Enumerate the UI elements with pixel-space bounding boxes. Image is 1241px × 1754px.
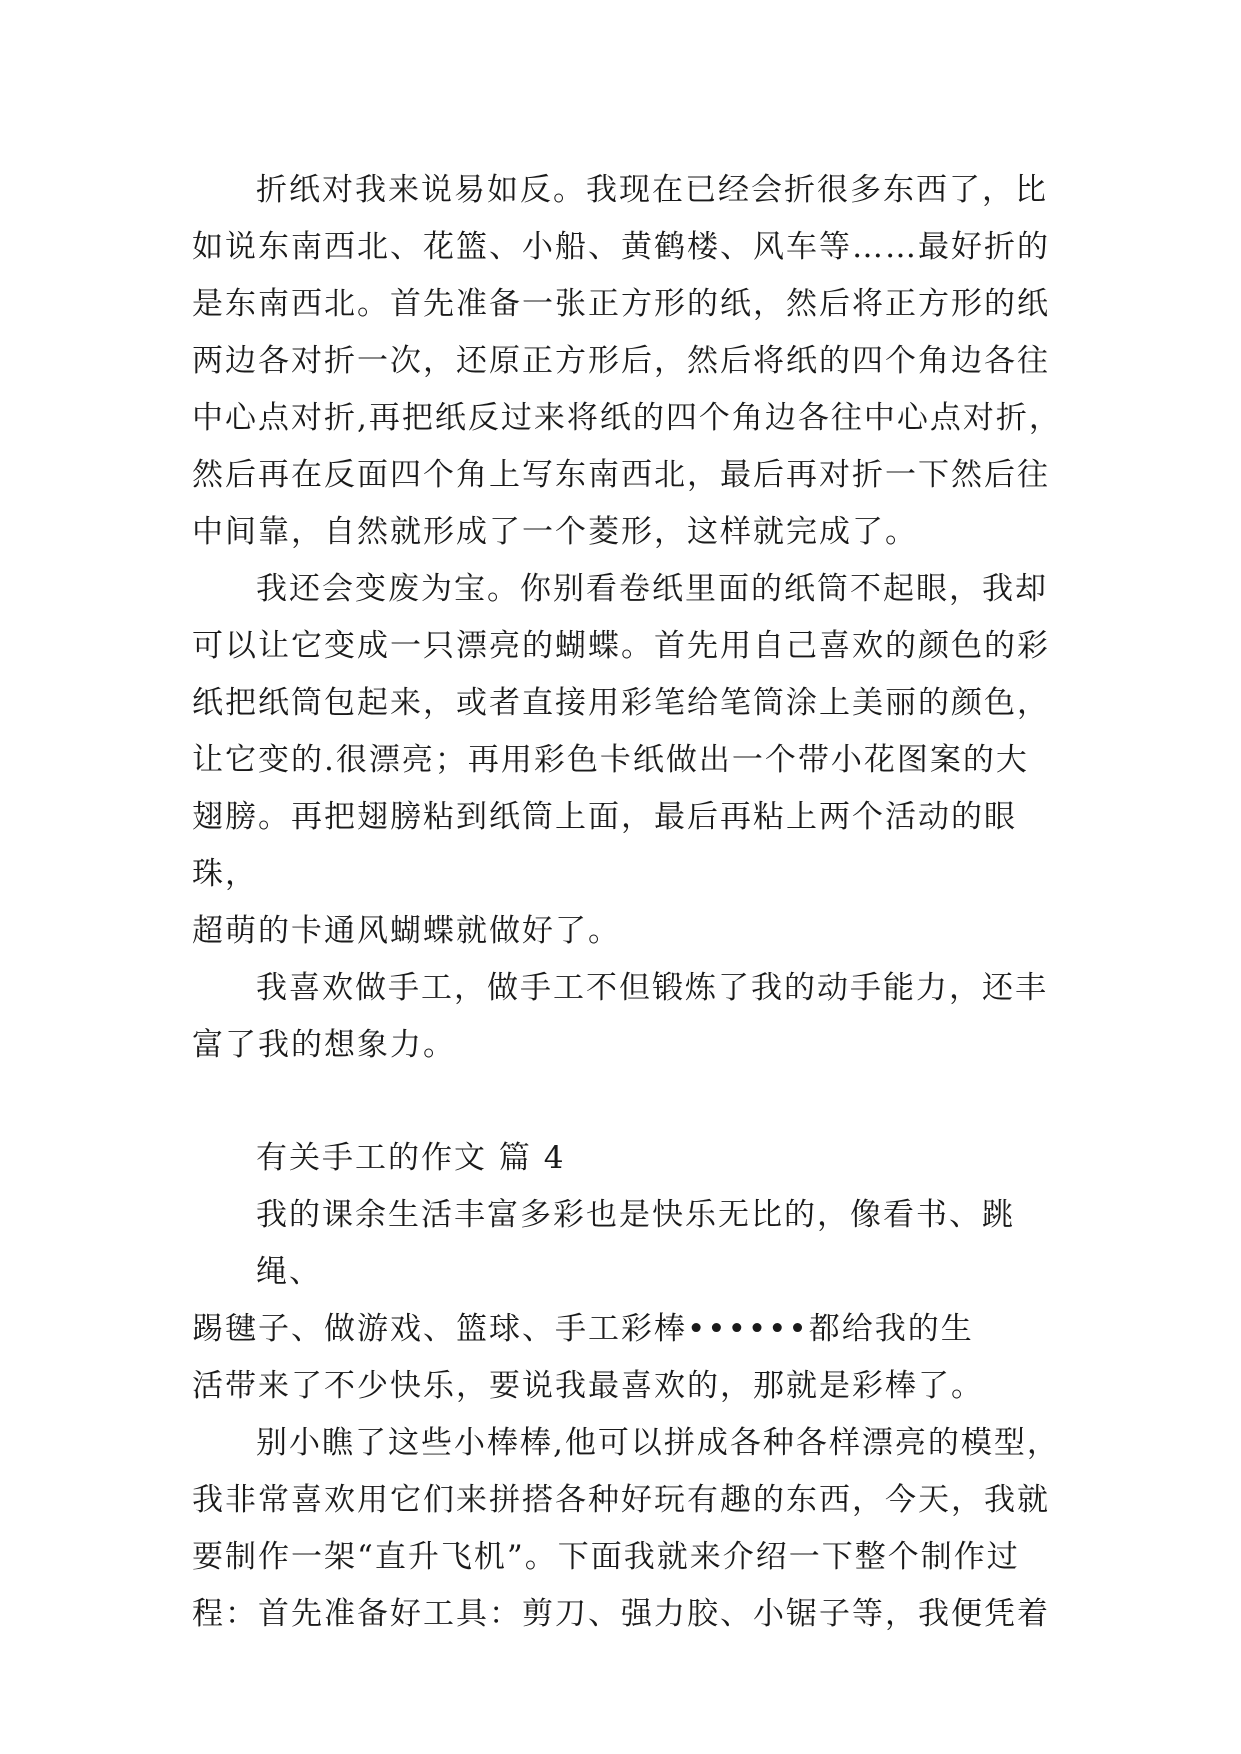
section-gap (192, 1074, 1072, 1130)
paragraph-conclusion (192, 960, 1072, 1074)
paragraph-origami (192, 162, 1072, 561)
text-line: 可以让它变成一只漂亮的蝴蝶。首先用自己喜欢的颜色的彩 (192, 628, 1050, 664)
text-line: 如说东南西北、花篮、小船、黄鹤楼、风车等……最好折的 (192, 229, 1050, 265)
text-line: 纸把纸筒包起来，或者直接用彩笔给笔筒涂上美丽的颜色， (192, 685, 1050, 721)
text-line: 超萌的卡通风蝴蝶就做好了。 (192, 913, 621, 949)
text-line: 我的课余生活丰富多彩也是快乐无比的，像看书、跳绳、 (256, 1197, 1015, 1290)
text-line: 要制作一架“直升飞机”。下面我就来介绍一下整个制作过 (192, 1539, 1020, 1575)
text-line: 活带来了不少快乐，要说我最喜欢的，那就是彩棒了。 (192, 1368, 984, 1404)
text-line: 折纸对我来说易如反。我现在已经会折很多东西了，比 (256, 172, 1048, 208)
text-line: 中间靠，自然就形成了一个菱形，这样就完成了。 (192, 514, 918, 550)
text-line: 中心点对折,再把纸反过来将纸的四个角边各往中心点对折， (192, 400, 1062, 436)
text-line: 富了我的想象力。 (192, 1027, 456, 1063)
text-line: 我喜欢做手工，做手工不但锻炼了我的动手能力，还丰 (256, 970, 1048, 1006)
document-body (192, 162, 1072, 1643)
text-line: 是东南西北。首先准备一张正方形的纸，然后将正方形的纸 (192, 286, 1050, 322)
paragraph-helicopter (192, 1415, 1072, 1643)
section-heading: 有关手工的作文 篇 4 (256, 1140, 566, 1176)
text-line: 别小瞧了这些小棒棒,他可以拼成各种各样漂亮的模型， (256, 1425, 1060, 1461)
text-line: 然后再在反面四个角上写东南西北，最后再对折一下然后往 (192, 457, 1050, 493)
text-line: 我非常喜欢用它们来拼搭各种好玩有趣的东西，今天，我就 (192, 1482, 1050, 1518)
text-line: 让它变的.很漂亮；再用彩色卡纸做出一个带小花图案的大 (192, 742, 1029, 778)
paragraph-butterfly (192, 561, 1072, 960)
paragraph-hobbies (192, 1187, 1072, 1415)
text-line: 踢毽子、做游戏、篮球、手工彩棒••••••都给我的生 (192, 1311, 974, 1347)
text-line: 程：首先准备好工具：剪刀、强力胶、小锯子等，我便凭着 (192, 1596, 1050, 1632)
text-line: 两边各对折一次，还原正方形后，然后将纸的四个角边各往 (192, 343, 1050, 379)
text-line: 我还会变废为宝。你别看卷纸里面的纸筒不起眼，我却 (256, 571, 1048, 607)
text-line: 翅膀。再把翅膀粘到纸筒上面，最后再粘上两个活动的眼珠， (192, 799, 1017, 892)
